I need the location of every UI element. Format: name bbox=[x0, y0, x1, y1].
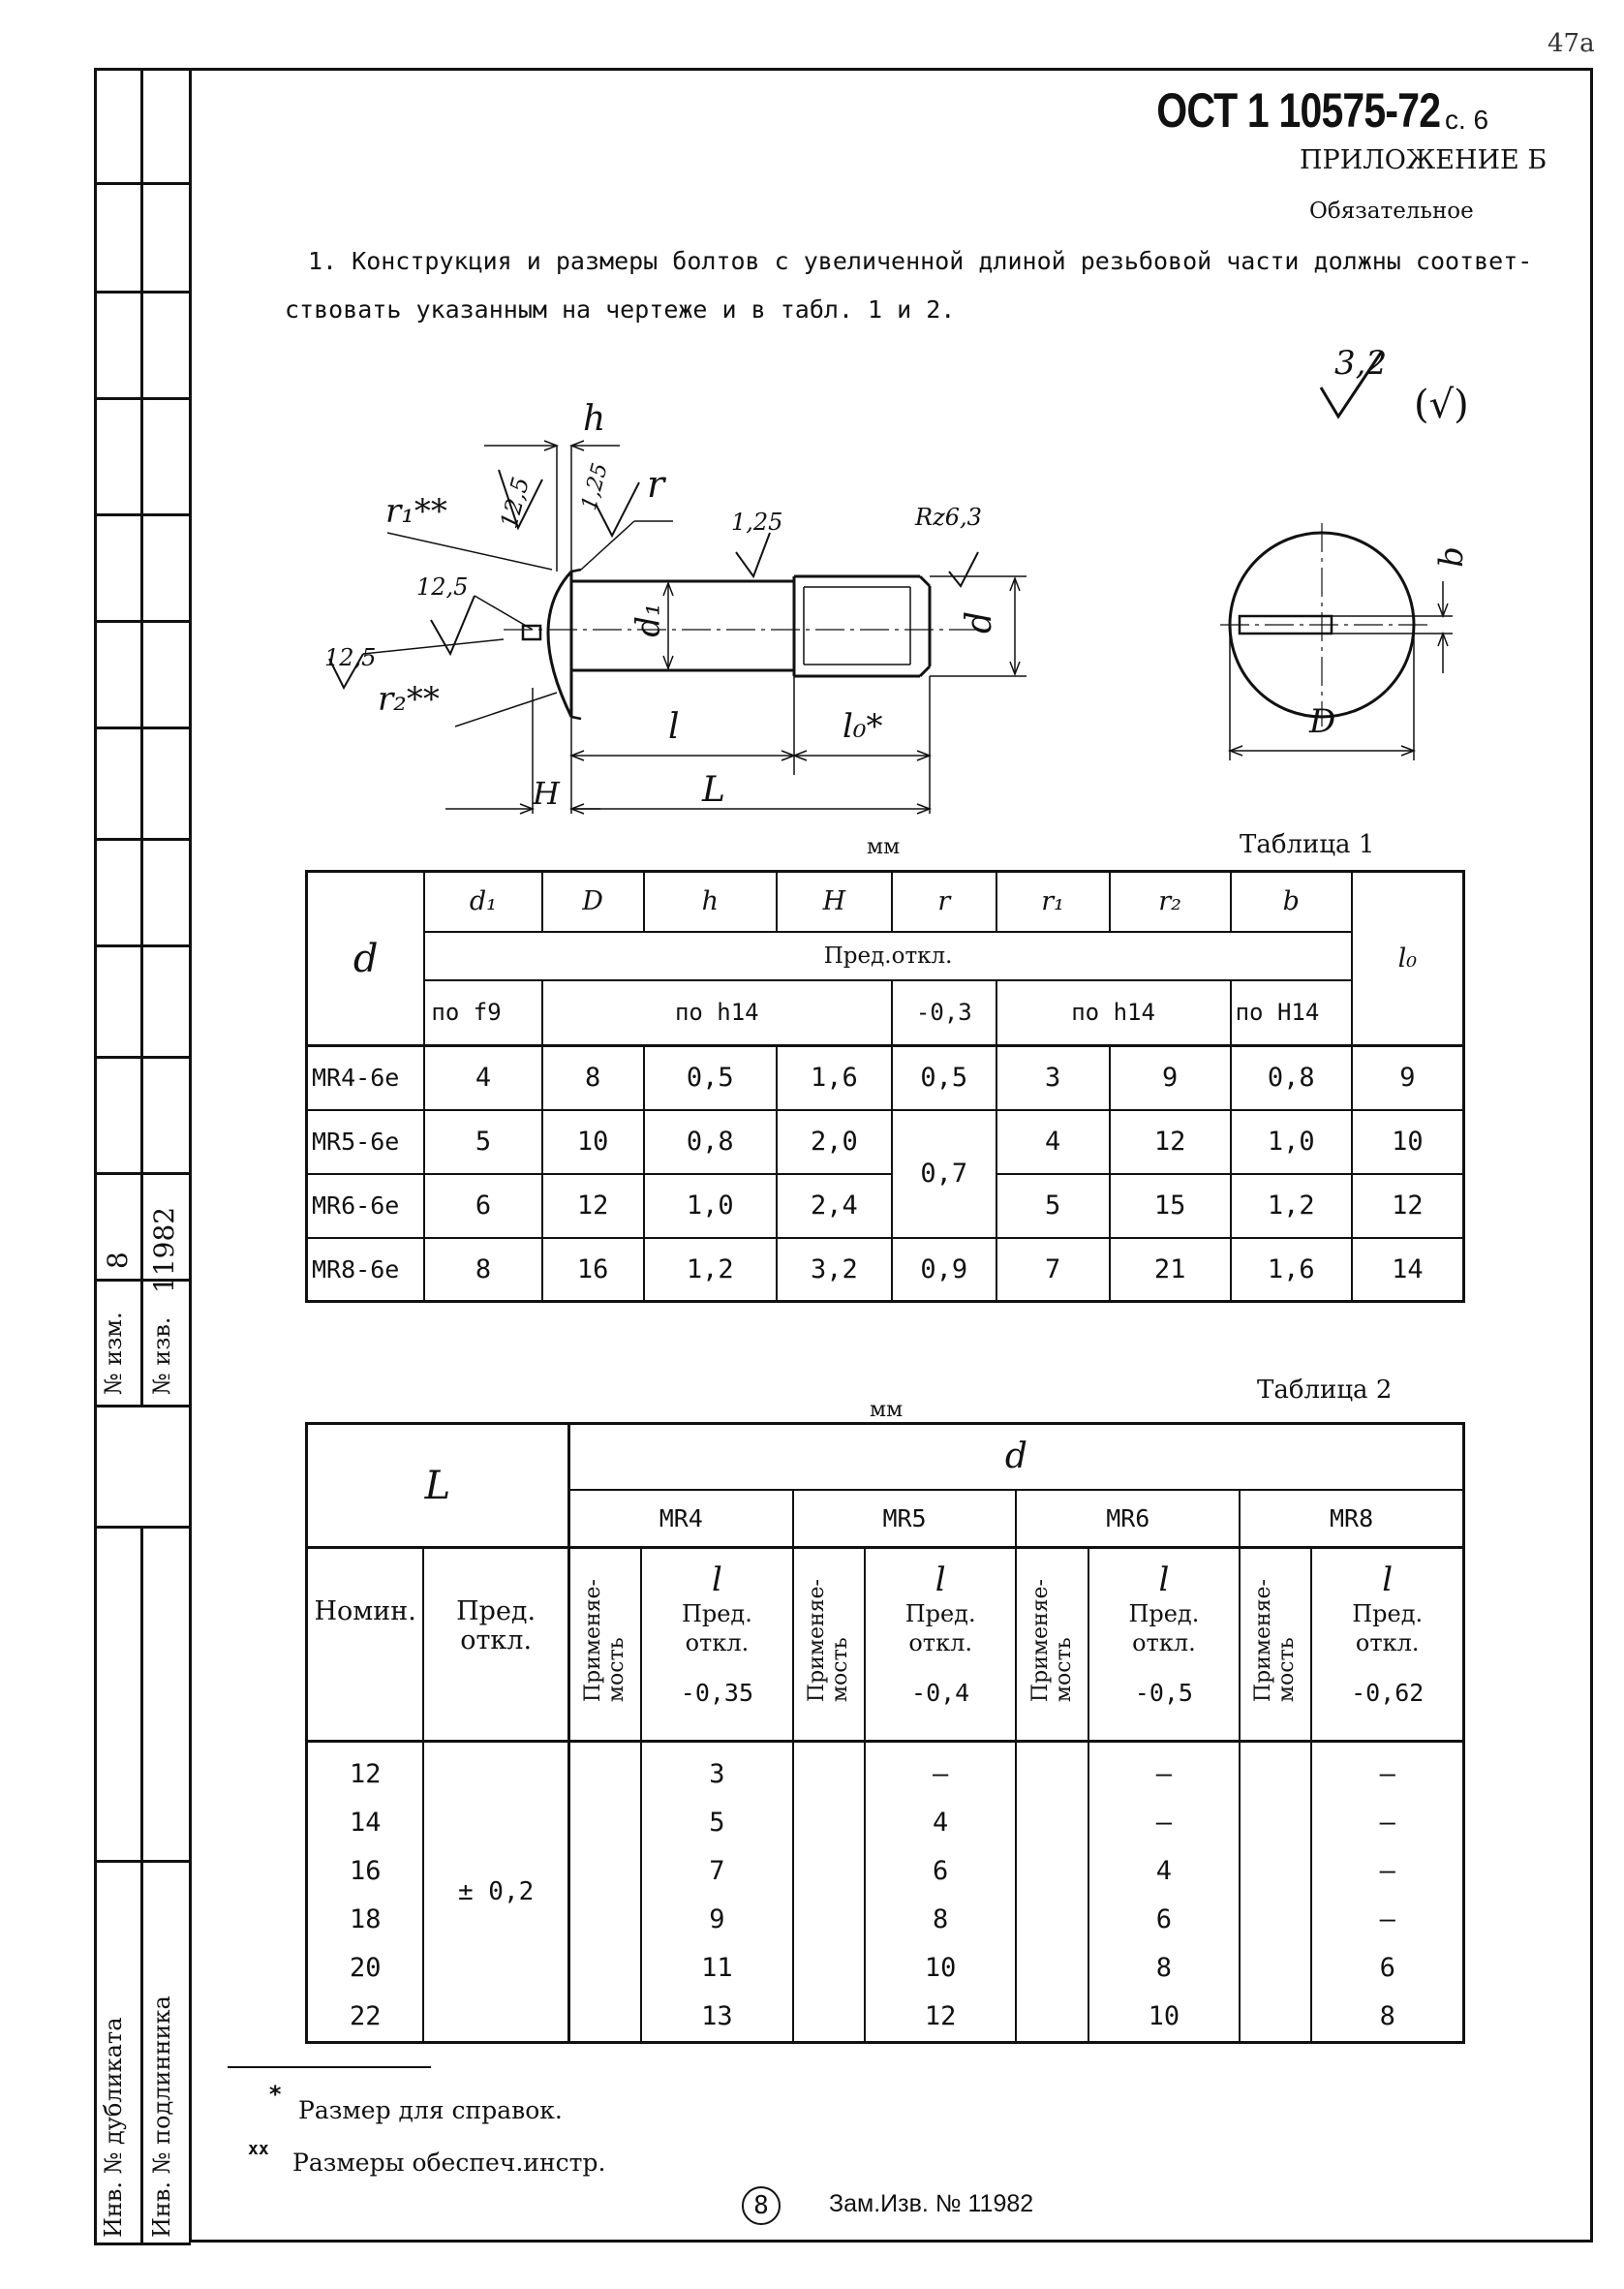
t1-row4-l0: 14 bbox=[1352, 1238, 1464, 1302]
footnote1: Размер для справок. bbox=[298, 2096, 563, 2124]
standard-code: ОСТ 1 10575-72 bbox=[1156, 83, 1440, 138]
t2-pred-otkl-L: Пред. откл. bbox=[423, 1548, 568, 1742]
label-l: l bbox=[668, 707, 680, 747]
inv-dubl-label: Инв. № дубликата bbox=[100, 2017, 127, 2238]
t2-applic-col-mr6 bbox=[1016, 1742, 1088, 2043]
t1-tol-f9: по f9 bbox=[424, 980, 541, 1046]
label-rz: Rz6,3 bbox=[915, 504, 982, 531]
t1-row2-h: 0,8 bbox=[644, 1110, 777, 1174]
t2-applic-mr6: Применяе- мость bbox=[1016, 1548, 1088, 1742]
t1-tol-h14a: по h14 bbox=[542, 980, 893, 1046]
t1-row4-b: 1,6 bbox=[1231, 1238, 1352, 1302]
t1-row2-d: MR5-6e bbox=[307, 1110, 425, 1174]
t2-l-mr5: l Пред. откл. -0,4 bbox=[865, 1548, 1017, 1742]
t1-row2-d1: 5 bbox=[424, 1110, 541, 1174]
t1-row2-b: 1,0 bbox=[1231, 1110, 1352, 1174]
paragraph-line2: ствовать указанным на чертеже и в табл. 1 и 2. bbox=[285, 295, 956, 324]
t2-col-mr6: – – 4 6 8 10 bbox=[1088, 1742, 1241, 2043]
t1-head-d: d bbox=[307, 872, 425, 1046]
t1-row3-h: 1,0 bbox=[644, 1174, 777, 1238]
t1-row1-l0: 9 bbox=[1352, 1046, 1464, 1110]
t2-head-L: L bbox=[307, 1424, 569, 1548]
t1-head-r: r bbox=[892, 872, 996, 932]
inv-podl-label: Инв. № подлинника bbox=[148, 1995, 175, 2238]
label-rough-chamfer: 1,25 bbox=[577, 460, 613, 513]
roughness-check-icon bbox=[1317, 349, 1385, 421]
table1 bbox=[305, 870, 1465, 1303]
t1-row4-r: 0,9 bbox=[892, 1238, 996, 1302]
t1-row4-h: 1,2 bbox=[644, 1238, 777, 1302]
t1-row1-H: 1,6 bbox=[777, 1046, 892, 1110]
t1-tol-r: -0,3 bbox=[892, 980, 996, 1046]
t1-row3-H: 2,4 bbox=[777, 1174, 892, 1238]
t1-row1-d1: 4 bbox=[424, 1046, 541, 1110]
t1-row3-b: 1,2 bbox=[1231, 1174, 1352, 1238]
label-rough-head: 12,5 bbox=[495, 474, 536, 532]
label-h: h bbox=[583, 399, 606, 439]
t2-l-mr6: l Пред. откл. -0,5 bbox=[1088, 1548, 1241, 1742]
t1-pred-otkl: Пред.откл. bbox=[424, 932, 1351, 980]
t1-row4-d1: 8 bbox=[424, 1238, 541, 1302]
t2-col-mr4: 3 5 7 9 11 13 bbox=[641, 1742, 793, 2043]
t2-head-d: d bbox=[568, 1424, 1463, 1490]
footnote-mark1: * bbox=[268, 2081, 283, 2108]
t1-row1-b: 0,8 bbox=[1231, 1046, 1352, 1110]
table1-caption: Таблица 1 bbox=[1240, 830, 1375, 859]
t1-row1-r2: 9 bbox=[1110, 1046, 1231, 1110]
appendix-status: Обязательное bbox=[1309, 199, 1474, 224]
t1-row3-d1: 6 bbox=[424, 1174, 541, 1238]
t1-row1-D: 8 bbox=[542, 1046, 644, 1110]
footnote-rule bbox=[228, 2066, 431, 2068]
side-strip bbox=[94, 68, 191, 2243]
label-r: r bbox=[647, 463, 665, 506]
footnote2: Размеры обеспеч.инстр. bbox=[292, 2149, 606, 2177]
table1-unit: мм bbox=[867, 835, 901, 859]
t1-tol-h14b: по h14 bbox=[996, 980, 1231, 1046]
t1-row2-r: 0,7 bbox=[892, 1110, 996, 1238]
t1-row2-D: 10 bbox=[542, 1110, 644, 1174]
t1-row2-r2: 12 bbox=[1110, 1110, 1231, 1174]
label-d: d bbox=[960, 610, 1000, 634]
roughness-other: (√) bbox=[1414, 383, 1469, 427]
roughness-value: 3,2 bbox=[1334, 344, 1388, 383]
label-H: H bbox=[533, 775, 560, 812]
t2-tol-L: ± 0,2 bbox=[423, 1742, 568, 2043]
appendix-title: ПРИЛОЖЕНИЕ Б bbox=[1300, 145, 1547, 175]
t1-row2-r1: 4 bbox=[996, 1110, 1110, 1174]
t1-row2-H: 2,0 bbox=[777, 1110, 892, 1174]
t2-col-L: 12 14 16 18 20 22 bbox=[307, 1742, 424, 2043]
t1-tol-H14: по Н14 bbox=[1231, 980, 1352, 1046]
footer-circle-number: 8 bbox=[742, 2186, 781, 2225]
table2-unit: мм bbox=[870, 1398, 904, 1422]
t1-row3-r2: 15 bbox=[1110, 1174, 1231, 1238]
label-rough-face: 12,5 bbox=[416, 573, 469, 601]
t2-l-mr4: l Пред. откл. -0,35 bbox=[641, 1548, 793, 1742]
label-rough-shank: 1,25 bbox=[731, 509, 783, 536]
bolt-drawing bbox=[310, 397, 1026, 823]
paragraph-line1: 1. Конструкция и размеры болтов с увеличенной длиной резьбовой части должны соответ- bbox=[308, 247, 1533, 275]
t2-nomin: Номин. bbox=[307, 1548, 424, 1742]
t2-applic-col-mr8 bbox=[1240, 1742, 1311, 2043]
izm-label: № изм. bbox=[100, 1312, 127, 1395]
t2-thread-mr5: MR5 bbox=[793, 1490, 1017, 1548]
t1-row1-r1: 3 bbox=[996, 1046, 1110, 1110]
footnote-mark2: xx bbox=[248, 2139, 269, 2159]
t2-applic-col-mr4 bbox=[568, 1742, 641, 2043]
label-l0: l₀* bbox=[843, 707, 883, 746]
t2-thread-mr6: MR6 bbox=[1016, 1490, 1240, 1548]
table2-caption: Таблица 2 bbox=[1257, 1376, 1393, 1405]
t1-row4-D: 16 bbox=[542, 1238, 644, 1302]
t2-l-mr8: l Пред. откл. -0,62 bbox=[1311, 1548, 1463, 1742]
label-r2: r₂** bbox=[378, 680, 440, 719]
t2-applic-mr8: Применяе- мость bbox=[1240, 1548, 1311, 1742]
t2-thread-mr4: MR4 bbox=[568, 1490, 792, 1548]
table2 bbox=[305, 1422, 1465, 2044]
t2-applic-mr4: Применяе- мость bbox=[568, 1548, 641, 1742]
t1-head-H: H bbox=[777, 872, 892, 932]
label-D: D bbox=[1309, 702, 1336, 741]
t1-head-d1: d₁ bbox=[424, 872, 541, 932]
label-rough-face2: 12,5 bbox=[324, 644, 377, 671]
t2-applic-mr5: Применяе- мость bbox=[793, 1548, 865, 1742]
izv-value: 11982 bbox=[148, 1206, 180, 1293]
label-r1: r₁** bbox=[385, 492, 447, 531]
t2-thread-mr8: MR8 bbox=[1240, 1490, 1463, 1548]
t1-row4-r1: 7 bbox=[996, 1238, 1110, 1302]
t1-row3-D: 12 bbox=[542, 1174, 644, 1238]
t1-row1-d: MR4-6e bbox=[307, 1046, 425, 1110]
izv-label: № изв. bbox=[148, 1316, 175, 1395]
t1-row1-h: 0,5 bbox=[644, 1046, 777, 1110]
t1-row3-l0: 12 bbox=[1352, 1174, 1464, 1238]
t1-row3-r1: 5 bbox=[996, 1174, 1110, 1238]
t1-row3-d: MR6-6e bbox=[307, 1174, 425, 1238]
t1-head-D: D bbox=[542, 872, 644, 932]
label-L: L bbox=[702, 770, 725, 810]
t1-head-b: b bbox=[1231, 872, 1352, 932]
t1-row4-d: MR8-6e bbox=[307, 1238, 425, 1302]
t1-row1-r: 0,5 bbox=[892, 1046, 996, 1110]
t1-row4-H: 3,2 bbox=[777, 1238, 892, 1302]
t1-row4-r2: 21 bbox=[1110, 1238, 1231, 1302]
page-label: с. 6 bbox=[1445, 105, 1489, 135]
t1-head-r2: r₂ bbox=[1110, 872, 1231, 932]
t1-head-r1: r₁ bbox=[996, 872, 1110, 932]
footer-change: Зам.Изв. № 11982 bbox=[829, 2190, 1034, 2217]
t1-head-h: h bbox=[644, 872, 777, 932]
t1-head-l0: l₀ bbox=[1352, 872, 1464, 1046]
t2-applic-col-mr5 bbox=[793, 1742, 865, 2043]
corner-page-number: 47а bbox=[1547, 29, 1595, 58]
t1-row2-l0: 10 bbox=[1352, 1110, 1464, 1174]
label-b: b bbox=[1431, 546, 1471, 568]
izm-value: 8 bbox=[102, 1252, 134, 1269]
label-d1: d₁ bbox=[628, 603, 668, 637]
t2-col-mr5: – 4 6 8 10 12 bbox=[865, 1742, 1017, 2043]
t2-col-mr8: – – – – 6 8 bbox=[1311, 1742, 1463, 2043]
